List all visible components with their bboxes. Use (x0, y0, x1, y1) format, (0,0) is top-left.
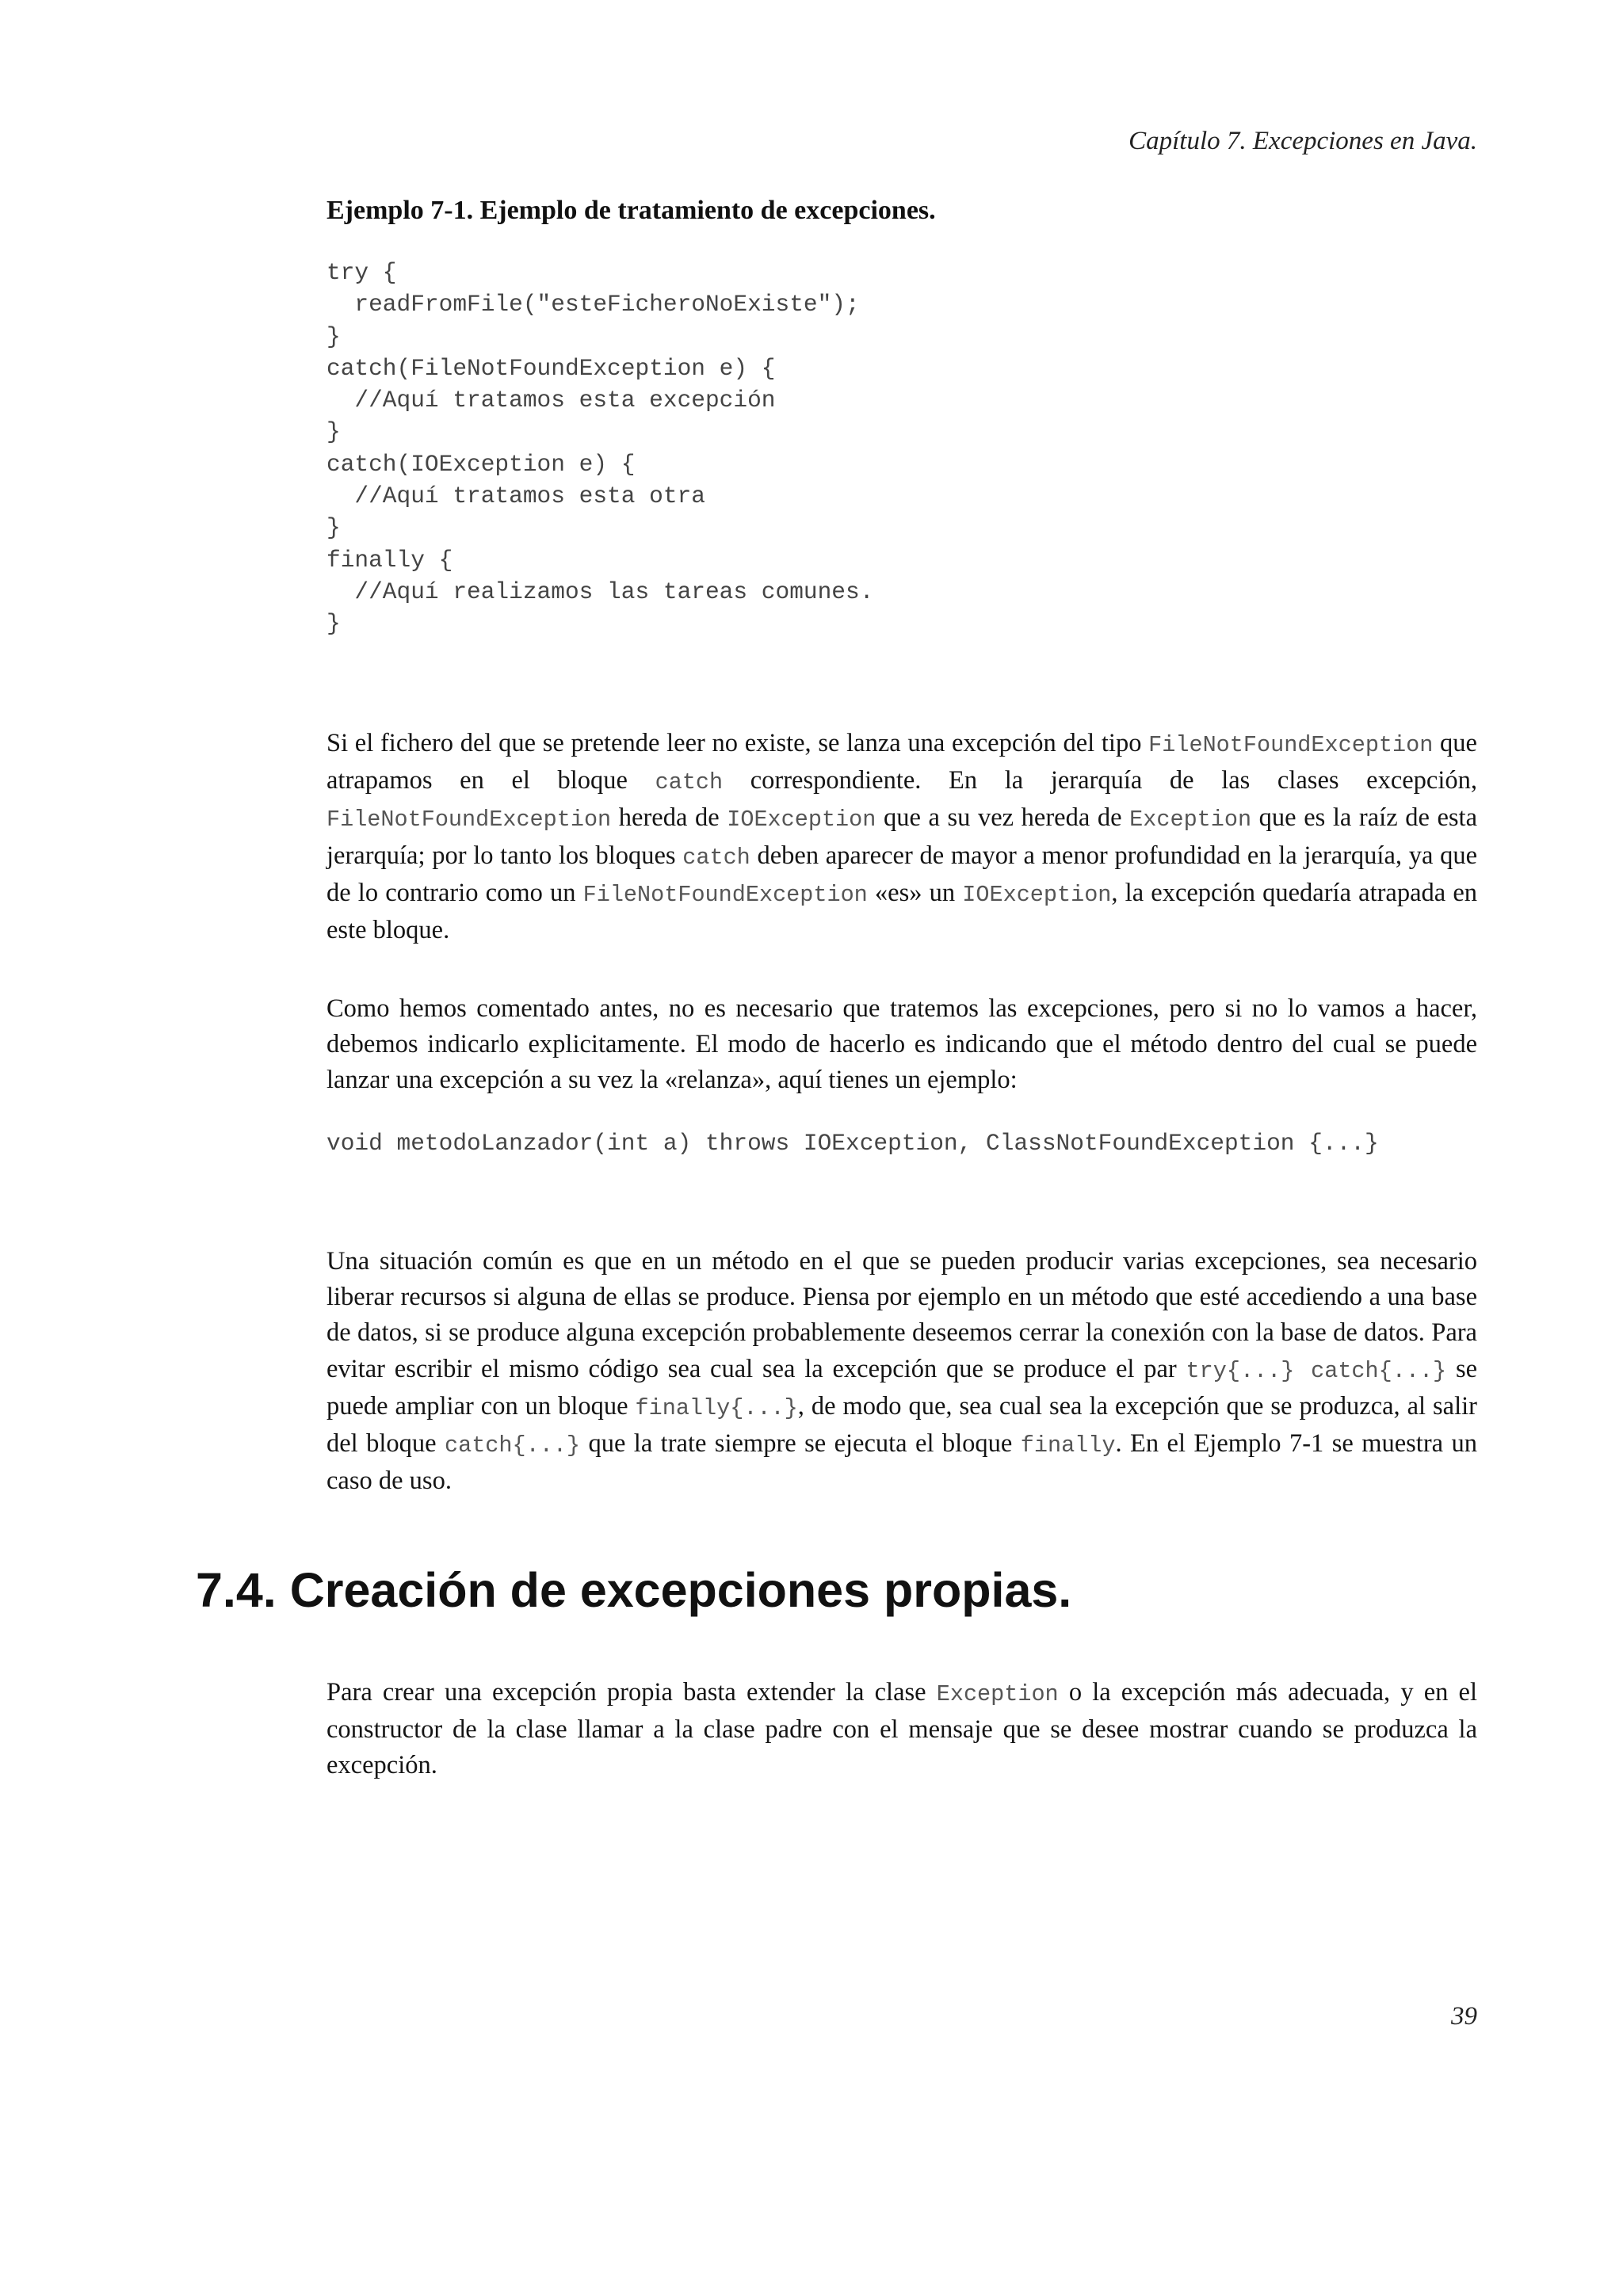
text-run: que a su vez hereda de (876, 803, 1130, 833)
section-heading: 7.4. Creación de excepciones propias. (196, 1563, 1072, 1617)
text-run: , la excepción quedaría atrapada en este bloque. (327, 878, 1477, 945)
inline-code: catch{...} (445, 1432, 581, 1459)
paragraph-custom-exception (327, 1675, 1477, 1784)
text-run: hereda de (611, 803, 727, 833)
inline-code: Exception (1129, 807, 1252, 833)
text-run: correspondiente. En la jerarquía de las clases excepción, (723, 766, 1477, 795)
text-run: deben aparecer de mayor a menor profundidad en la jerarquía, ya que de lo contrario como un (327, 841, 1477, 907)
text-run: que es la raíz de esta jerarquía; por lo tanto los bloques (327, 803, 1478, 870)
text-run: «es» un (867, 878, 963, 907)
paragraph-finally (327, 1244, 1477, 1499)
text-run: se puede ampliar con un bloque (327, 1354, 1478, 1421)
inline-code: Exception (936, 1681, 1059, 1707)
text-run: que la trate siempre se ejecuta el bloque (580, 1429, 1021, 1459)
paragraph-file-not-found (327, 726, 1477, 948)
page-number: 39 (1451, 2002, 1477, 2031)
text-run: Para crear una excepción propia basta extender la clase (327, 1678, 937, 1707)
code-example-block: try { readFromFile("esteFicheroNoExiste"); } catch(FileNotFoundException e) { //Aquí tratamos esta excepción } catch(IOException e) { //Aquí tratamos esta otra } finally { //Aquí realizamos las tareas comunes. } (327, 259, 874, 638)
inline-code: finally (1020, 1432, 1116, 1459)
code-throws-line: void metodoLanzador(int a) throws IOException, ClassNotFoundException {...} (327, 1130, 1379, 1157)
text-run: que atrapamos en el bloque (327, 729, 1477, 795)
inline-code: IOException (962, 881, 1112, 908)
inline-code: catch (682, 844, 750, 871)
inline-code: FileNotFoundException (582, 881, 868, 908)
inline-code: try{...} catch{...} (1186, 1357, 1447, 1384)
running-header: Capítulo 7. Excepciones en Java. (1128, 127, 1477, 155)
text-run: Si el fichero del que se pretende leer no existe, se lanza una excepción del tipo (327, 729, 1149, 757)
inline-code: IOException (727, 807, 876, 833)
example-title: Ejemplo 7-1. Ejemplo de tratamiento de excepciones. (327, 196, 936, 225)
text-run: o la excepción más adecuada, y en el constructor de la clase llamar a la clase padre con el mensaje que se desee mostrar cuando se produzca la excepción. (327, 1678, 1478, 1780)
inline-code: catch (655, 769, 724, 796)
text-run: Una situación común es que en un método en el que se pueden producir varias excepciones, sea necesario liberar recursos si alguna de ellas se produce. Piensa por ejemplo en un método que esté accediendo a una base de datos, si se produce alguna excepción probablemente deseemos cerrar la conexión con la base de datos. Para evitar escribir el mismo código sea cual sea la excepción que se produce el par (327, 1247, 1477, 1383)
paragraph-rethrow: Como hemos comentado antes, no es necesario que tratemos las excepciones, pero si no lo vamos a hacer, debemos indicarlo explicitamente. El modo de hacerlo es indicando que el método dentro del cual se puede lanzar una excepción a su vez la «relanza», aquí tienes un ejemplo: (327, 994, 1477, 1095)
inline-code: FileNotFoundException (327, 807, 612, 833)
text-run: , de modo que, sea cual sea la excepción que se produzca, al salir del bloque (327, 1391, 1477, 1459)
inline-code: FileNotFoundException (1148, 732, 1434, 758)
inline-code: finally{...} (635, 1394, 798, 1421)
text-run: . En el Ejemplo 7-1 se muestra un caso de uso. (327, 1429, 1477, 1496)
